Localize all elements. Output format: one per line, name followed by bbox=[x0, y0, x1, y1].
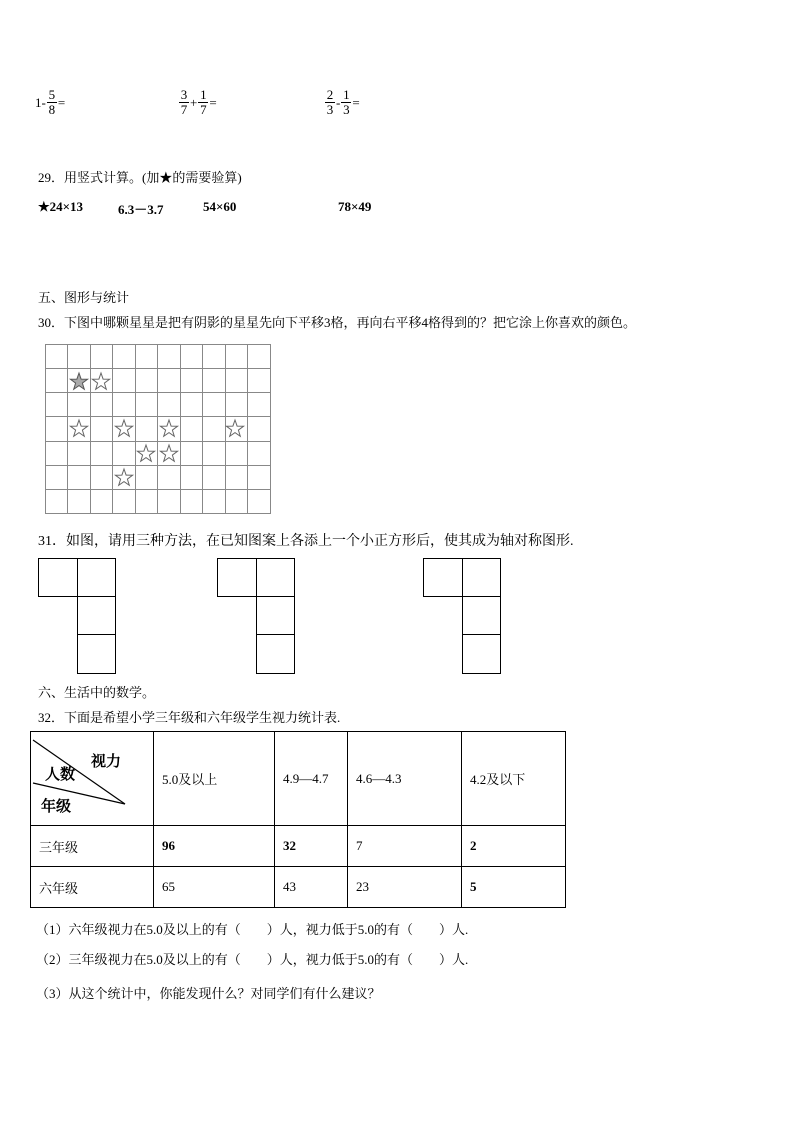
q32-sub2: （2）三年级视力在5.0及以上的有（ ）人，视力低于5.0的有（ ）人. bbox=[36, 952, 469, 967]
corner-label-middle: 人数 bbox=[45, 767, 76, 783]
fraction: 1 3 bbox=[343, 87, 350, 117]
fraction: 2 3 bbox=[326, 87, 334, 117]
table-cell: 65 bbox=[154, 867, 275, 908]
fraction: 5 8 bbox=[48, 87, 56, 117]
table-header-cell: 4.9—4.7 bbox=[275, 732, 348, 826]
section6-title: 六、生活中的数学。 bbox=[38, 685, 156, 700]
fraction-item-1: 1 - 5 8 = bbox=[35, 87, 66, 117]
fraction-item-3: 2 3 - 1 3 = bbox=[326, 87, 360, 117]
q29-item-4: 78×49 bbox=[338, 199, 372, 214]
table-header-cell: 4.2及以下 bbox=[462, 732, 566, 826]
corner-label-bottom: 年级 bbox=[41, 799, 72, 815]
fraction: 3 7 bbox=[180, 87, 188, 117]
q29-title: 29．用竖式计算。(加★的需要验算) bbox=[38, 170, 242, 185]
table-cell: 96 bbox=[154, 826, 275, 867]
fraction-item-2: 3 7 + 1 7 = bbox=[180, 87, 217, 117]
row-label: 六年级 bbox=[31, 867, 154, 908]
section5-title: 五、图形与统计 bbox=[38, 290, 130, 305]
fraction: 1 7 bbox=[200, 87, 207, 117]
star-grid bbox=[45, 344, 271, 514]
table-cell: 2 bbox=[462, 826, 566, 867]
q29-item-3: 54×60 bbox=[203, 199, 237, 214]
table-cell: 32 bbox=[275, 826, 348, 867]
table-header-cell: 5.0及以上 bbox=[154, 732, 275, 826]
q31-text: 31．如图，请用三种方法，在已知图案上各添上一个小正方形后，使其成为轴对称图形. bbox=[38, 534, 574, 549]
q32-sub3: （3）从这个统计中，你能发现什么？对同学们有什么建议？ bbox=[36, 986, 381, 1001]
table-corner-cell bbox=[31, 732, 154, 826]
square-pattern-1[interactable] bbox=[38, 558, 118, 675]
q29-item-1: ★24×13 bbox=[38, 199, 84, 214]
table-row bbox=[31, 826, 566, 867]
table-row bbox=[31, 867, 566, 908]
q32-sub1: （1）六年级视力在5.0及以上的有（ ）人，视力低于5.0的有（ ）人. bbox=[36, 922, 469, 937]
q29-item-2: 6.3－3.7 bbox=[118, 202, 164, 217]
table-cell: 43 bbox=[275, 867, 348, 908]
square-pattern-2[interactable] bbox=[217, 558, 297, 675]
vision-stats-table bbox=[30, 731, 566, 908]
table-cell: 7 bbox=[348, 826, 462, 867]
table-cell: 5 bbox=[462, 867, 566, 908]
row-label: 三年级 bbox=[31, 826, 154, 867]
q30-text: 30．下图中哪颗星星是把有阴影的星星先向下平移3格，再向右平移4格得到的？把它涂上你喜欢的颜色。 bbox=[38, 315, 637, 330]
table-cell: 23 bbox=[348, 867, 462, 908]
q32-text: 32．下面是希望小学三年级和六年级学生视力统计表. bbox=[38, 710, 341, 725]
square-pattern-3[interactable] bbox=[423, 558, 503, 675]
corner-label-top: 视力 bbox=[91, 754, 122, 770]
table-header-cell: 4.6—4.3 bbox=[348, 732, 462, 826]
